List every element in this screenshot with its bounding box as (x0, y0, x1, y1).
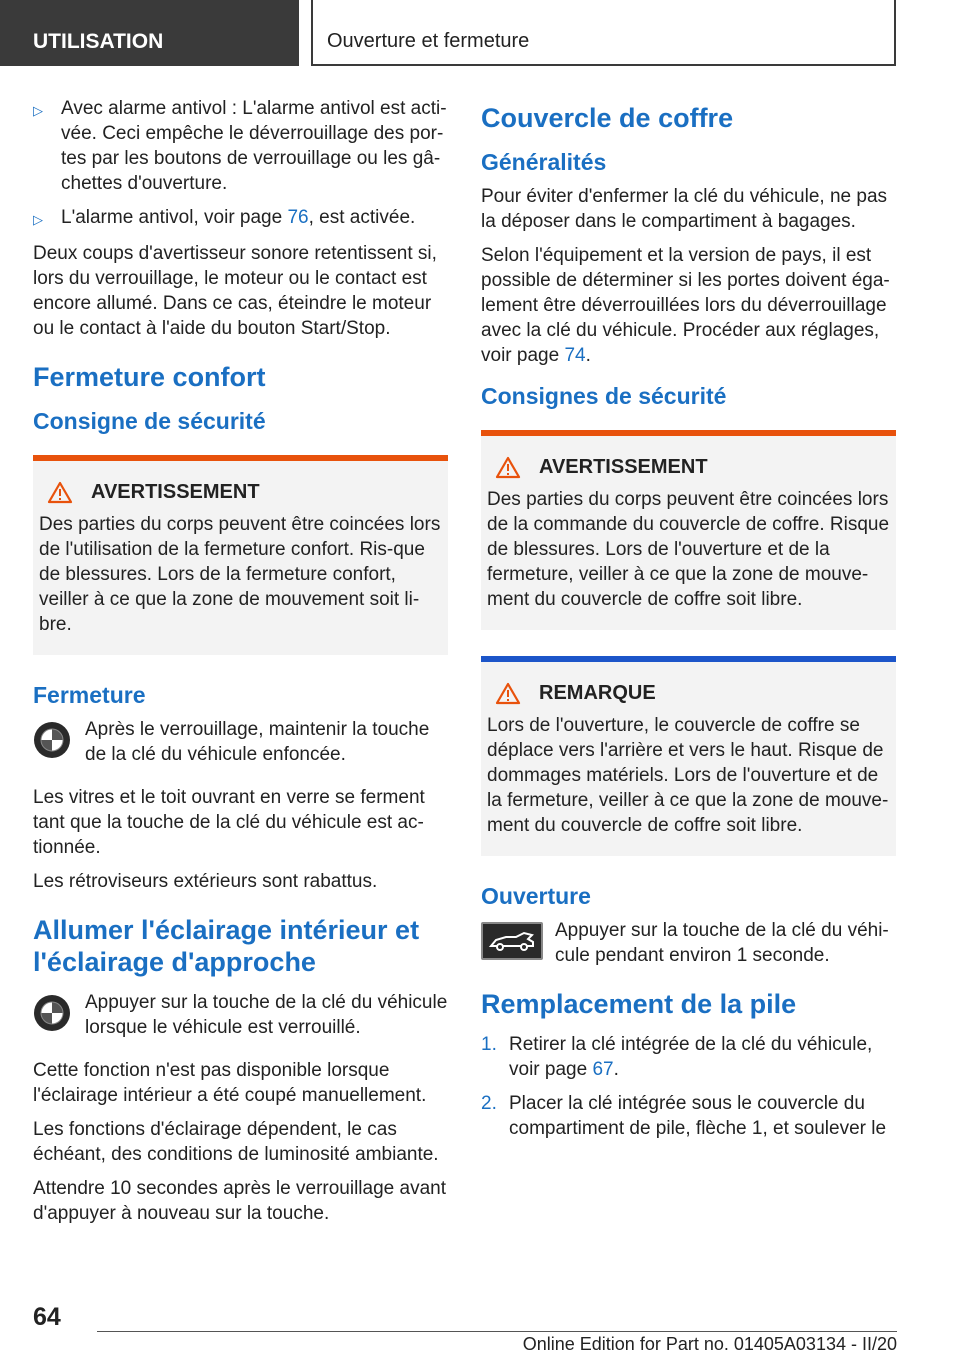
left-column (33, 96, 448, 1235)
heading-fermeture: Fermeture (33, 682, 146, 708)
warning-box (481, 430, 896, 630)
footer-divider (97, 1331, 897, 1332)
paragraph: Les fonctions d'éclairage dépendent, le cas échéant, des conditions de luminosité ambiante. (33, 1119, 439, 1165)
heading-couvercle: Couvercle de coffre (481, 103, 734, 133)
heading-ouverture: Ouverture (481, 883, 591, 909)
paragraph: Cette fonction n'est pas disponible lorsque l'éclairage intérieur a été coupé manuellement. (33, 1060, 427, 1106)
triangle-bullet-icon: ▷ (33, 212, 43, 227)
bullet-text: Avec alarme antivol : L'alarme antivol est acti-vée. Ceci empêche le déverrouillage des por-tes par les boutons de verrouillage ou les gâ-chettes d'ouverture. (61, 98, 447, 194)
heading-consigne: Consigne de sécurité (33, 408, 266, 434)
paragraph: Les vitres et le toit ouvrant en verre se ferment tant que la touche de la clé du véhicule est ac-tionnée. (33, 787, 425, 858)
warning-box (33, 455, 448, 655)
step-number: 2. (481, 1093, 497, 1114)
step-number: 1. (481, 1034, 497, 1055)
warning-triangle-icon (495, 682, 521, 705)
right-column (481, 96, 896, 1150)
bullet-item (33, 96, 448, 196)
page-header (0, 0, 960, 66)
warning-triangle-icon (495, 456, 521, 479)
bullet-text: L'alarme antivol, voir page 76, est activée. (61, 207, 416, 228)
paragraph: Attendre 10 secondes après le verrouillage avant d'appuyer à nouveau sur la touche. (33, 1178, 446, 1224)
notice-text: Lors de l'ouverture, le couvercle de coffre se déplace vers l'arrière et vers le haut. Risque de dommages matériels. Lors de l'ouverture et de la fermeture, veiller à ce que la zone de mouve-ment du couvercle de coffre soit libre. (487, 715, 889, 836)
instruction-text: Appuyer sur la touche de la clé du véhi-cule pendant environ 1 seconde. (555, 920, 889, 966)
bmw-logo-icon (33, 721, 71, 759)
paragraph: Selon l'équipement et la version de pays, il est possible de déterminer si les portes doivent éga-lement être déverrouillées lors du déverrouillage avec la clé du véhicule. Procéder aux réglages, voir page 74. (481, 245, 890, 366)
paragraph: Deux coups d'avertisseur sonore retentissent si, lors du verrouillage, le moteur ou le contact est encore allumé. Dans ce cas, éteindre le moteur ou le contact à l'aide du bouton Start/Stop. (33, 243, 437, 339)
trunk-key-icon (481, 922, 543, 960)
icon-instruction (33, 990, 448, 1040)
warning-text: Des parties du corps peuvent être coincées lors de la commande du couvercle de coffre. Risque de blessures. Lors de l'ouverture et de la fermeture, veiller à ce que la zone de mouve-ment du couvercle de coffre soit libre. (487, 489, 890, 610)
heading-pile: Remplacement de la pile (481, 989, 797, 1019)
heading-eclairage: Allumer l'éclairage intérieur et l'éclairage d'approche (33, 915, 420, 977)
step-text: Retirer la clé intégrée de la clé du véhicule, voir page 67. (509, 1034, 873, 1080)
warning-triangle-icon (47, 481, 73, 504)
notice-box (481, 656, 896, 856)
warning-text: Des parties du corps peuvent être coincées lors de l'utilisation de la fermeture confort. Ris-que de blessures. Lors de la fermeture confort, veiller à ce que la zone de mouvement soit li-bre. (39, 514, 441, 635)
instruction-text: Appuyer sur la touche de la clé du véhicule lorsque le véhicule est verrouillé. (85, 992, 448, 1038)
heading-consignes: Consignes de sécurité (481, 383, 727, 409)
instruction-text: Après le verrouillage, maintenir la touche de la clé du véhicule enfoncée. (85, 719, 430, 765)
footer-edition: Online Edition for Part no. 01405A03134 - II/20 (522, 1334, 897, 1354)
warning-title: AVERTISSEMENT (91, 481, 260, 503)
section-tab: UTILISATION (0, 0, 299, 66)
paragraph: Pour éviter d'enfermer la clé du véhicule, ne pas la déposer dans le compartiment à bagages. (481, 186, 888, 232)
list-item (481, 1091, 896, 1141)
list-item (481, 1032, 896, 1082)
icon-instruction (33, 717, 448, 767)
heading-generalites: Généralités (481, 149, 607, 175)
paragraph: Les rétroviseurs extérieurs sont rabattus. (33, 871, 378, 892)
heading-fermeture-confort: Fermeture confort (33, 362, 266, 392)
page-link[interactable]: 76 (287, 207, 309, 228)
page-number: 64 (33, 1303, 61, 1331)
step-text: Placer la clé intégrée sous le couvercle du compartiment de pile, flèche 1, et soulever le (509, 1093, 887, 1139)
triangle-bullet-icon: ▷ (33, 103, 43, 118)
icon-instruction (481, 918, 896, 968)
bullet-item (33, 205, 448, 232)
page-link[interactable]: 67 (592, 1059, 614, 1080)
notice-title: REMARQUE (539, 682, 656, 704)
chapter-title: Ouverture et fermeture (311, 0, 896, 66)
bmw-logo-icon (33, 994, 71, 1032)
warning-title: AVERTISSEMENT (539, 456, 708, 478)
page-link[interactable]: 74 (564, 345, 586, 366)
